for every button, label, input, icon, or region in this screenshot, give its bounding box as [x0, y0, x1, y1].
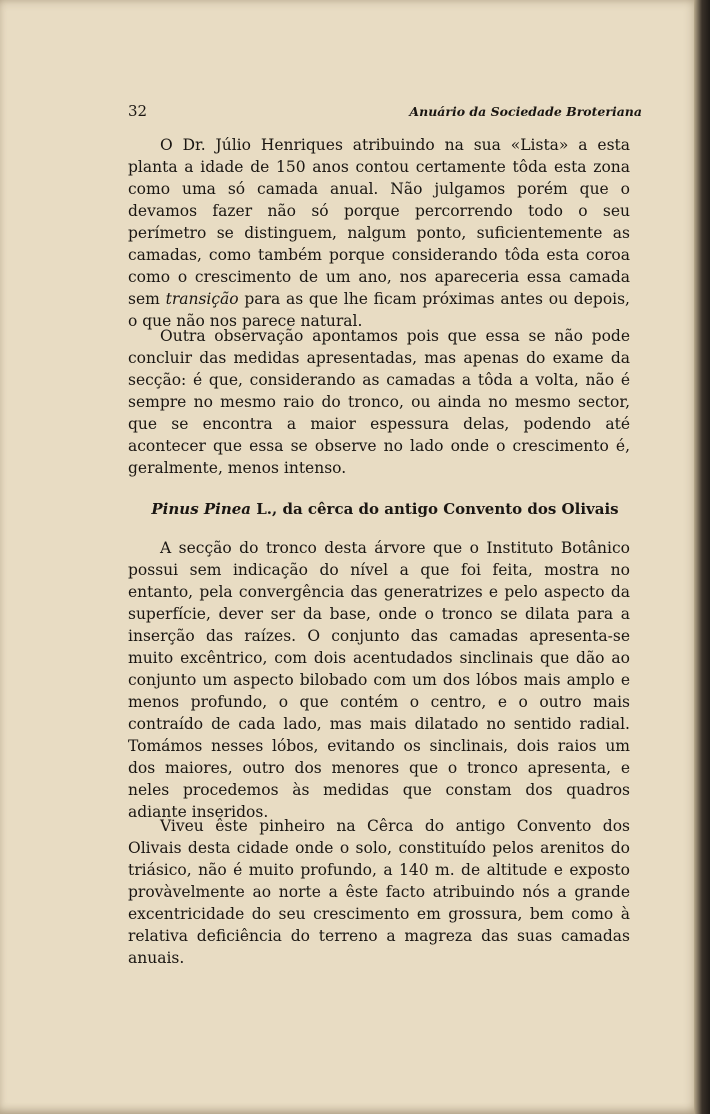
paragraph-1-text: [128, 134, 630, 332]
paragraph-1-text-start: O Dr. Júlio Henriques atribuindo na sua «Lista» a esta planta a idade de 150 anos contou certamente tôda esta zona como uma só camada anual. Não julgamos porém que o devamos fazer não só porque percorrendo todo o seu perímetro se distinguem, nalgum ponto, suficientemente as camadas, como também porque considerando tôda esta coroa como o crescimento de um ano, nos apareceria essa camada sem: [128, 136, 630, 308]
page-number: 32: [128, 102, 148, 120]
section-heading-species: Pinus Pinea: [151, 500, 252, 518]
section-heading-rest: L., da cêrca do antigo Convento dos Olivais: [251, 500, 619, 518]
section-heading: [128, 500, 642, 518]
paragraph-4-text: Viveu êste pinheiro na Cêrca do antigo Convento dos Olivais desta cidade onde o solo, constituído pelos arenitos do triásico, não é muito profundo, a 140 m. de altitude e exposto provàvelmente ao norte a êste facto atribuindo nós a grande excentricidade do seu crescimento em grossura, bem como à relativa deficiência do terreno a magreza das suas camadas anuais.: [128, 817, 630, 967]
paragraph-1-italic-word: transição: [165, 290, 239, 308]
running-title: Anuário da Sociedade Broteriana: [409, 104, 642, 119]
paragraph-4: [128, 815, 630, 969]
paragraph-2: [128, 325, 630, 479]
paragraph-1-text-end: para as que lhe ficam próximas antes ou depois, o que não nos parece natural.: [128, 290, 630, 330]
paragraph-3: [128, 537, 630, 823]
paragraph-2-text: Outra observação apontamos pois que essa se não pode concluir das medidas apresentadas, mas apenas do exame da secção: é que, considerando as camadas a tôda a volta, não é sempre no mesmo raio do tronco, ou ainda no mesmo sector, que se encontra a maior espessura delas, podendo até acontecer que essa se observe no lado onde o crescimento é, geralmente, menos intenso.: [128, 327, 630, 477]
paragraph-3-text: A secção do tronco desta árvore que o Instituto Botânico possui sem indicação do nível a que foi feita, mostra no entanto, pela convergência das generatrizes e pelo aspecto da superfície, dever ser da base, onde o tronco se dilata para a inserção das raízes. O conjunto das camadas apresenta-se muito excêntrico, com dois acentudados sinclinais que dão ao conjunto um aspecto bilobado com um dos lóbos mais amplo e menos profundo, o que contém o centro, e o outro mais contraído de cada lado, mas mais dilatado no sentido radial. Tomámos nesses lóbos, evitando os sinclinais, dois raios um dos maiores, outro dos menores que o tronco apresenta, e neles procedemos às medidas que constam dos quadros adiante inseridos.: [128, 539, 630, 821]
page-header: [128, 102, 642, 122]
paragraph-1: [128, 134, 630, 332]
page-binding-edge: [694, 0, 710, 1114]
